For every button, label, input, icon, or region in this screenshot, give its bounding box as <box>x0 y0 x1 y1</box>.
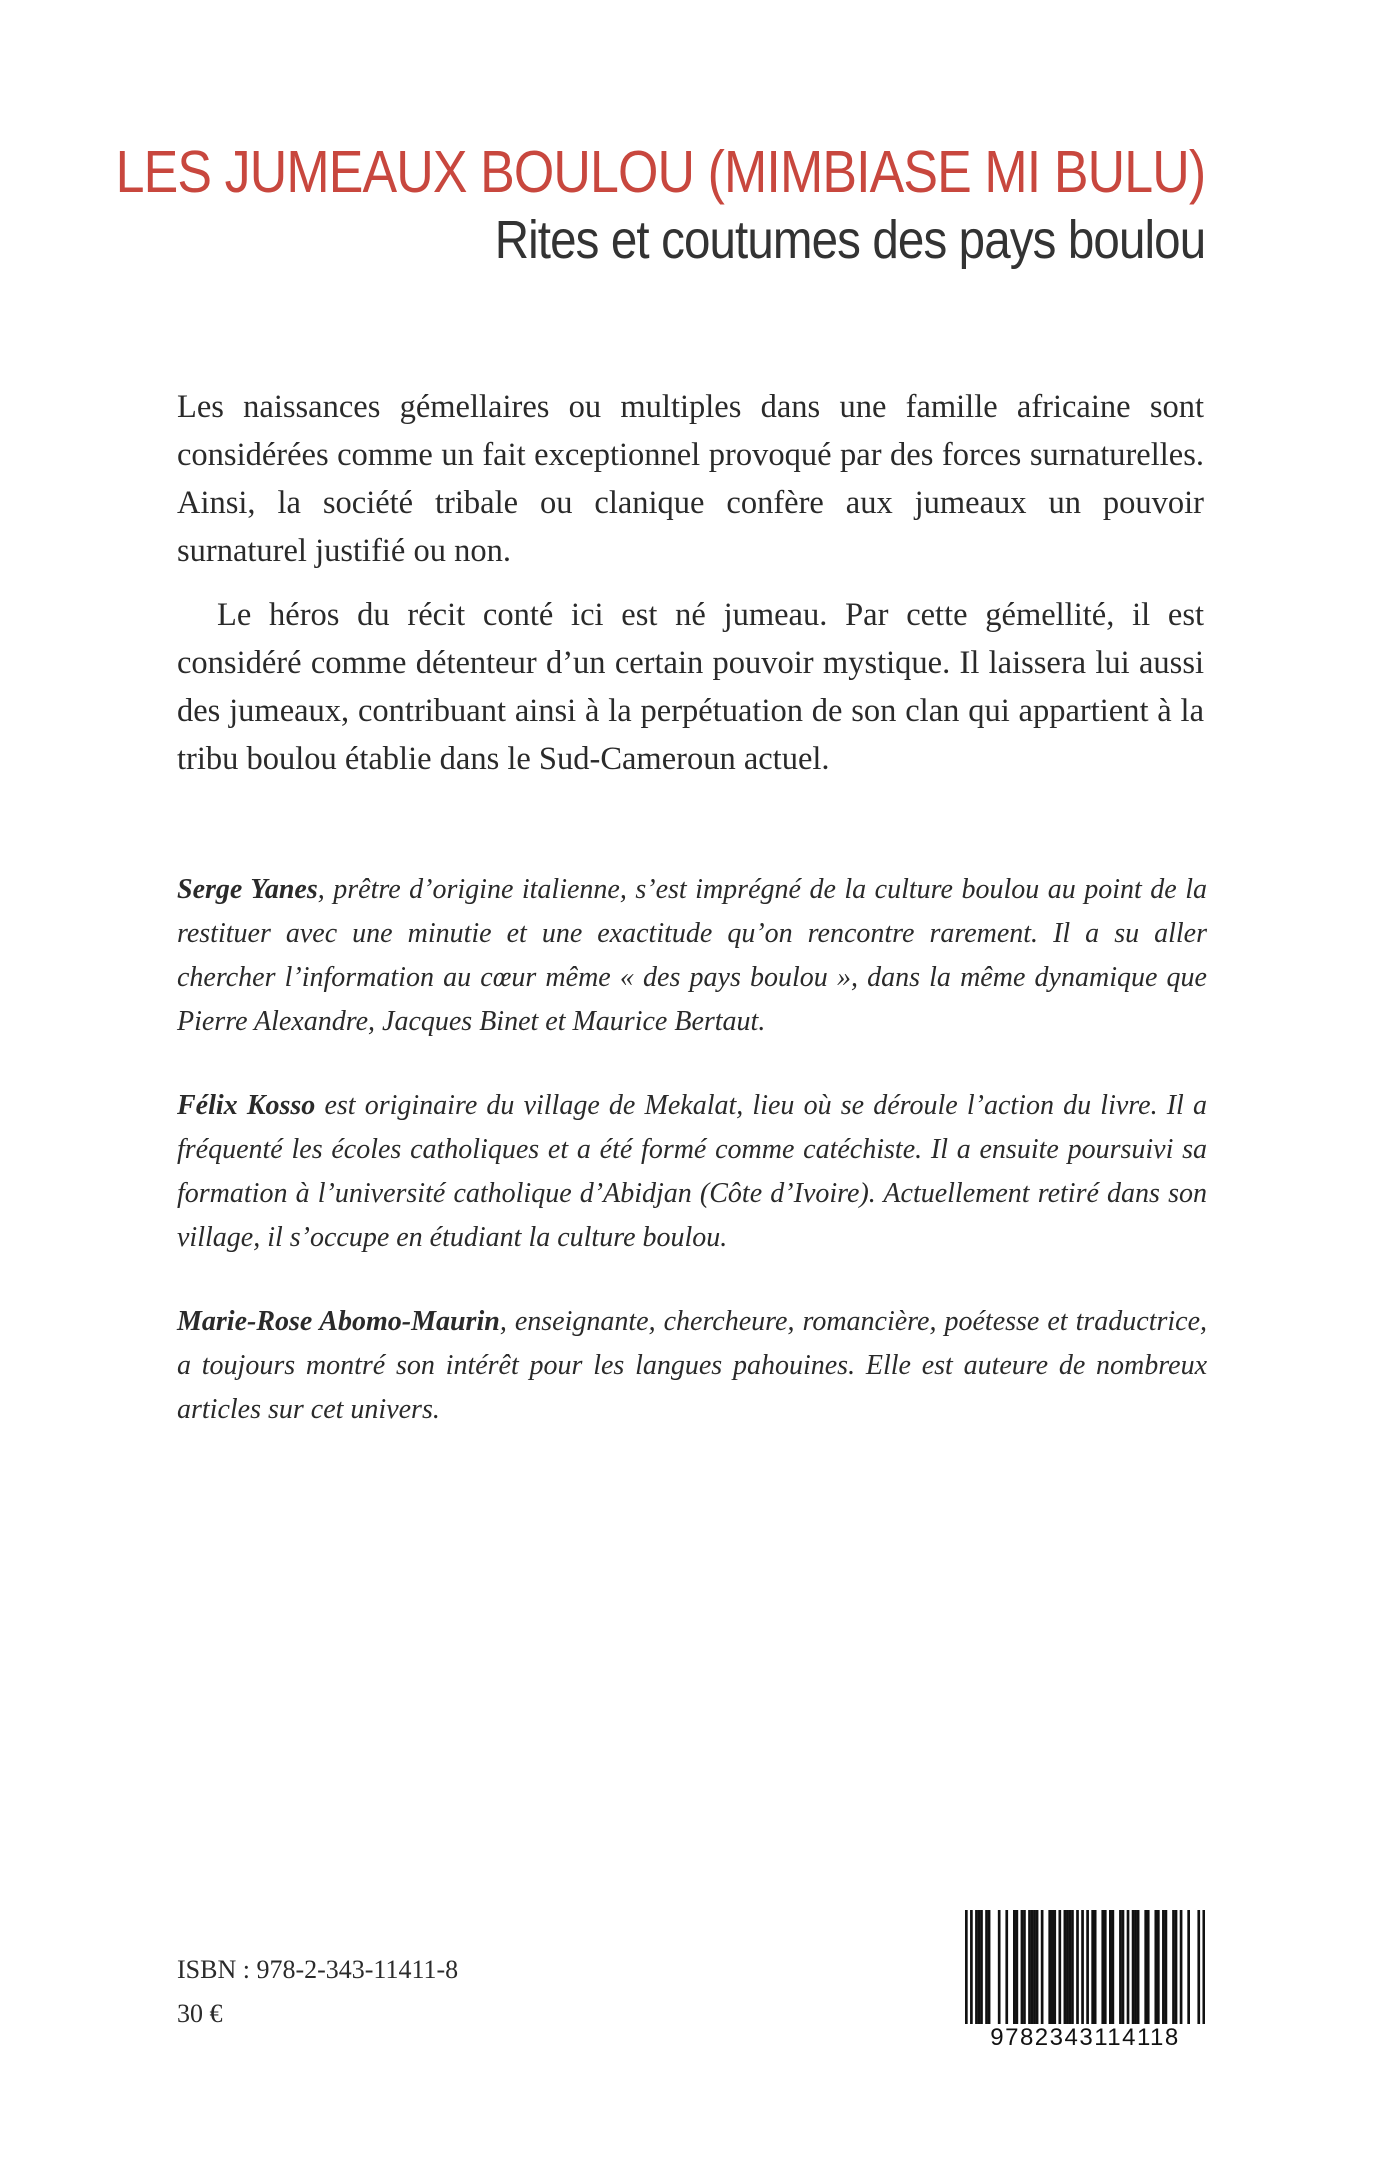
barcode-bar <box>1091 1910 1094 2024</box>
barcode-bar <box>975 1910 978 2024</box>
barcode-bar <box>1109 1910 1112 2024</box>
barcode-bar <box>1064 1910 1067 2024</box>
barcode-bar <box>1094 1910 1097 2024</box>
barcode-bar <box>1021 1910 1024 2024</box>
author-bio-text: , prêtre d’origine italienne, s’est imprégné de la culture boulou au point de la restituer avec une minutie et une exactitude qu’on rencontre rarement. Il a su aller chercher l’information au cœur même « des pays boulou », dans la même dynamique que Pierre Alexandre, Jacques Binet et Maurice Bertaut. <box>177 874 1208 1037</box>
barcode-bar <box>1036 1910 1039 2024</box>
barcode-bar <box>1162 1910 1165 2024</box>
barcode-bar <box>980 1910 983 2024</box>
barcode-bar <box>1127 1910 1130 2024</box>
title-block <box>0 140 1205 271</box>
barcode-bar <box>1033 1910 1036 2024</box>
barcode-bar <box>1157 1910 1160 2024</box>
barcode-bar <box>985 1910 988 2024</box>
barcode-bar <box>1069 1910 1072 2024</box>
barcode-bar <box>1101 1910 1104 2024</box>
barcode-bar <box>1031 1910 1034 2024</box>
barcode-bar <box>1180 1910 1183 2024</box>
summary-paragraph: Les naissances gémellaires ou multiples dans une famille africaine sont considérées comme un fait exceptionnel provoqué par des forces surnaturelles. Ainsi, la société tribale ou clanique confère aux jumeaux un pouvoir surnaturel justifié ou non. <box>177 389 1204 569</box>
author-bio <box>177 868 1207 1044</box>
barcode-bar <box>1144 1910 1147 2024</box>
barcode-bar <box>1119 1910 1122 2024</box>
barcode-bar <box>998 1910 1001 2024</box>
barcode-bar <box>978 1910 981 2024</box>
isbn: ISBN : 978-2-343-11411-8 <box>177 1955 459 1984</box>
barcode-bar <box>1016 1910 1019 2024</box>
summary <box>177 383 1204 799</box>
barcode-bar <box>1104 1910 1107 2024</box>
barcode-bar <box>1172 1910 1175 2024</box>
barcode-bar <box>1058 1910 1061 2024</box>
barcode-bar <box>1147 1910 1150 2024</box>
author-bio-text: , enseignante, chercheure, romancière, poétesse et traductrice, a toujours montré son intérêt pour les langues pahouines. Elle est auteure de nombreux articles sur cet univers. <box>177 1306 1207 1425</box>
price: 30 € <box>177 1999 223 2028</box>
barcode-bar <box>1122 1910 1125 2024</box>
author-bio <box>177 1084 1207 1260</box>
barcode-number: 9782343114118 <box>965 2024 1205 2052</box>
barcode-bar <box>1028 1910 1031 2024</box>
author-name: Serge Yanes <box>177 874 318 905</box>
summary-paragraph: Le héros du récit conté ici est né jumeau. Par cette gémellité, il est considéré comme détenteur d’un certain pouvoir mystique. Il laissera lui aussi des jumeaux, contribuant ainsi à la perpétuation de son clan qui appartient à la tribu boulou établie dans le Sud-Cameroun actuel. <box>177 597 1204 777</box>
barcode-bar <box>1076 1910 1079 2024</box>
book-title: LES JUMEAUX BOULOU (MIMBIASE MI BULU) <box>115 139 1205 205</box>
author-name: Félix Kosso <box>177 1090 316 1121</box>
barcode-bar <box>1112 1910 1115 2024</box>
barcode-bar <box>1187 1910 1190 2024</box>
barcode-bar <box>1051 1910 1054 2024</box>
barcode-bar <box>1066 1910 1069 2024</box>
barcode-bar <box>1137 1910 1140 2024</box>
author-bio <box>177 1300 1207 1432</box>
barcode-bar <box>1041 1910 1044 2024</box>
book-subtitle: Rites et coutumes des pays boulou <box>494 209 1205 270</box>
barcode <box>965 1910 1205 2060</box>
author-name: Marie-Rose Abomo-Maurin <box>177 1306 500 1337</box>
barcode-bar <box>1013 1910 1016 2024</box>
barcode-bar <box>1053 1910 1056 2024</box>
barcode-bar <box>1132 1910 1135 2024</box>
barcode-bar <box>1071 1910 1074 2024</box>
author-bios <box>177 868 1207 1472</box>
barcode-bar <box>1023 1910 1026 2024</box>
barcode-bar <box>988 1910 991 2024</box>
barcode-bar <box>1154 1910 1157 2024</box>
author-bio-text: est originaire du village de Mekalat, lieu où se déroule l’action du livre. Il a fréquenté les écoles catholiques et a été formé comme catéchiste. Il a ensuite poursuivi sa formation à l’université catholique d’Abidjan (Côte d’Ivoire). Actuellement retiré dans son village, il s’occupe en étudiant la culture boulou. <box>177 1090 1207 1253</box>
barcode-bar <box>1005 1910 1008 2024</box>
barcode-bar <box>1048 1910 1051 2024</box>
barcode-bar <box>1175 1910 1178 2024</box>
barcode-bar <box>1134 1910 1137 2024</box>
barcode-bar <box>1165 1910 1168 2024</box>
